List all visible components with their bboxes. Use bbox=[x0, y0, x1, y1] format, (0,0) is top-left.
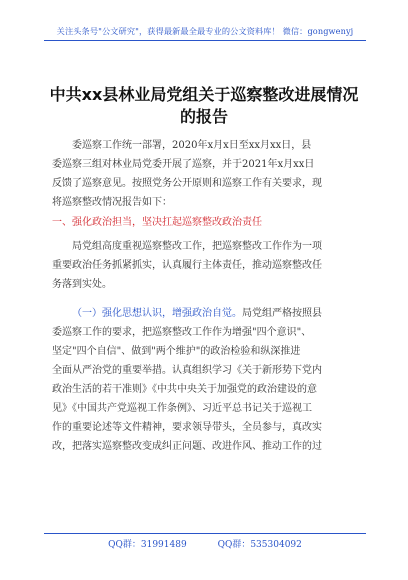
paragraph-line: 坚定"四个自信"、做到"两个维护"的政治检验和纵深推进 bbox=[52, 346, 301, 357]
intro-paragraph bbox=[52, 136, 364, 212]
paragraph-line: 务落到实处。 bbox=[52, 279, 112, 290]
paragraph-line: 全面从严治党的重要举措。认真组织学习《关于新形势下党内 bbox=[52, 365, 322, 376]
section-heading: 一、强化政治担当，坚决扛起巡察整改政治责任 bbox=[52, 217, 262, 228]
paragraph-first-line bbox=[52, 304, 364, 323]
paragraph-line: 改，把落实巡察整改变成纠正问题、改进作风、推动工作的过 bbox=[52, 441, 322, 452]
paragraph-line: 委巡察工作的要求，把巡察整改工作作为增强"四个意识"、 bbox=[52, 327, 312, 338]
paragraph-line: 反馈了巡察意见。按照党务公开原则和巡察工作有关要求，现 bbox=[52, 178, 322, 189]
title-line-1: 中共xx县林业局党组关于巡察整改进展情况 bbox=[49, 85, 359, 104]
section1-paragraph bbox=[52, 237, 364, 294]
footer-divider bbox=[44, 533, 366, 534]
paragraph-line: 委巡察工作统一部署，2020年x月x日至xx月xx日，县 bbox=[72, 140, 312, 151]
paragraph-line: 政治生活的若干准则》《中共中央关于加强党的政治建设的意 bbox=[52, 384, 317, 395]
paragraph-line: 见》《中国共产党巡视工作条例》、习近平总书记关于巡视工 bbox=[52, 403, 312, 414]
subsection1-paragraph bbox=[52, 304, 364, 456]
footer-qq-group-1: QQ群：31991489 bbox=[108, 540, 187, 550]
footer-qq-group-2: QQ群：535304092 bbox=[217, 540, 302, 550]
header-divider bbox=[44, 40, 366, 41]
subsection-heading: （一）强化思想认识，增强政治自觉。 bbox=[72, 308, 242, 319]
paragraph-line: 将巡察整改情况报告如下： bbox=[52, 197, 172, 208]
footer bbox=[44, 537, 366, 550]
document-title bbox=[40, 84, 368, 128]
paragraph-line: 委巡察三组对林业局党委开展了巡察，并于2021年x月xx日 bbox=[52, 159, 315, 170]
paragraph-line: 作的重要论述等文件精神，要求领导带头，全员参与，真改实 bbox=[52, 422, 322, 433]
header-banner: 关注头条号"公文研究"，获得最新最全最专业的公文资料库！ 微信：gongwenyj bbox=[56, 26, 354, 36]
paragraph-line: 重要政治任务抓紧抓实，认真履行主体责任，推动巡察整改任 bbox=[52, 260, 322, 271]
title-line-2: 的报告 bbox=[179, 107, 228, 126]
paragraph-line: 局党组高度重视巡察整改工作，把巡察整改工作作为一项 bbox=[72, 241, 322, 252]
paragraph-text: 局党组严格按照县 bbox=[242, 308, 322, 319]
